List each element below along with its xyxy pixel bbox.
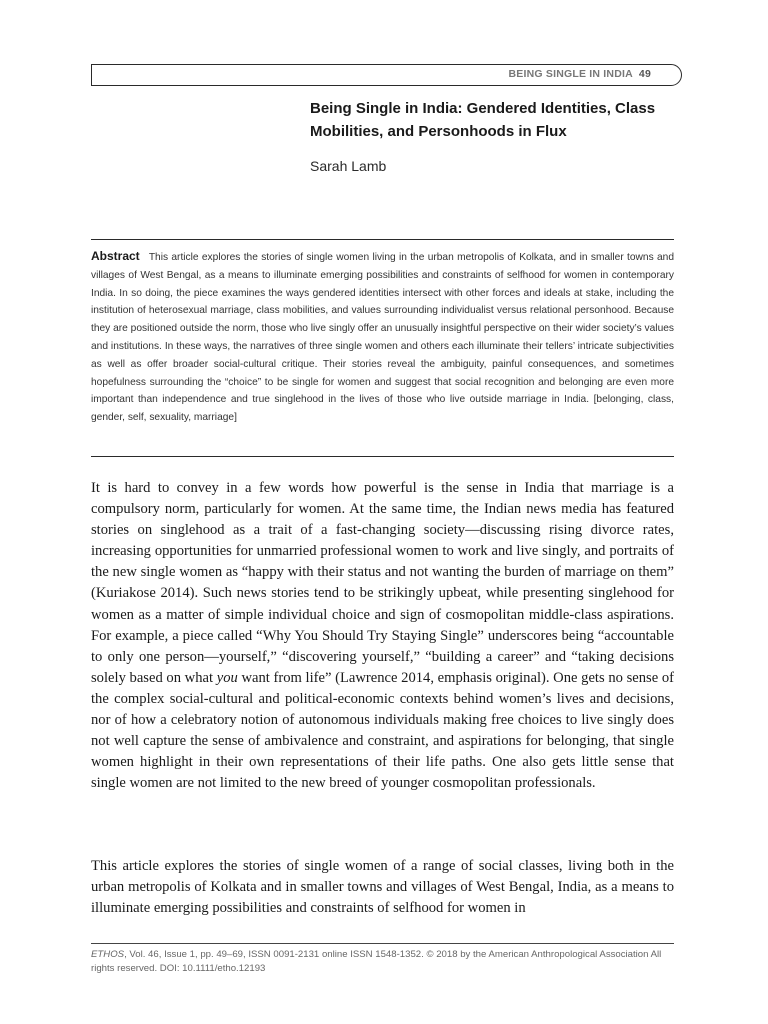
- paragraph-1-text-a: It is hard to convey in a few words how powerful is the sense in India that marriage is a compulsory norm, particularly for women. At the same time, the Indian news media has featured stories on singlehood as a trait of a fast-changing society—discussing rising divorce rates, increasing opportunities for unmarried professional women to work and live singly, and portraits of the new single women as “happy with their status and not wanting the burden of marriage on them” (Kuriakose 2014). Such news stories tend to be strikingly upbeat, while presenting singlehood for women as a matter of simple individual choice and sign of cosmopolitan middle-class aspirations. For example, a piece called “Why You Should Try Staying Single” underscores being “accountable to only one person—yourself,” “discovering yourself,” “building a career” and “taking decisions solely based on what: [91, 480, 674, 686]
- abstract-bottom-rule: [91, 456, 674, 457]
- abstract-label: Abstract: [91, 249, 140, 263]
- abstract: [91, 248, 674, 427]
- footer-rule: [91, 943, 674, 944]
- running-head: [509, 68, 651, 80]
- body-paragraph-2: This article explores the stories of single women of a range of social classes, living both in the urban metropolis of Kolkata and in smaller towns and villages of West Bengal, India, as a means to illuminate emerging possibilities and constraints of selfhood for women in: [91, 858, 674, 917]
- abstract-top-rule: [91, 239, 674, 240]
- abstract-keywords: [belonging, class, gender, self, sexuality, marriage]: [91, 394, 674, 424]
- page-number: 49: [638, 68, 651, 80]
- article-title: Being Single in India: Gendered Identities, Class Mobilities, and Personhoods in Flux: [310, 100, 656, 140]
- body-paragraph-1: [91, 478, 674, 794]
- abstract-text: This article explores the stories of single women living in the urban metropolis of Kolkata, and in smaller towns and villages of West Bengal, as a means to illuminate emerging possibilities and constraints of selfhood for women in contemporary India. In so doing, the piece examines the ways gendered identities intersect with other forces and ideals at stake, including the institution of heterosexual marriage, class mobilities, and values surrounding individualist versus relational personhood. Because they are positioned outside the norm, those who live singly offer an unusually insightful perspective on their wider society’s values and institutions. In these ways, the narratives of three single women and others each illuminate their tellers’ intricate subjectivities as well as offer broader social-cultural critique. Their stories reveal the ambiguity, painful consequences, and sometimes hopefulness surrounding the “choice” to be single for women and suggest that social recognition and belonging are even more important than independence and true singlehood in the lives of those who live outside marriage in India.: [91, 252, 674, 406]
- running-head-box: [91, 64, 682, 86]
- paragraph-1-text-b: want from life” (Lawrence 2014, emphasis original). One gets no sense of the complex social-cultural and political-economic contexts behind women’s lives and decisions, nor of how a celebratory notion of autonomous individuals making free choices to live singly does not well capture the sense of ambivalence and constraint, and aspirations for belonging, that single women highlight in their own representations of their life paths. One also gets little sense that single women are not limited to the new breed of younger cosmopolitan professionals.: [91, 669, 675, 792]
- running-head-title: BEING SINGLE IN INDIA: [508, 68, 633, 80]
- citation-footer: [91, 948, 674, 976]
- citation-text: , Vol. 46, Issue 1, pp. 49–69, ISSN 0091-2131 online ISSN 1548-1352. © 2018 by the American Anthropological Association All rights reserved. DOI: 10.1111/etho.12193: [91, 949, 662, 974]
- journal-name: ETHOS: [91, 949, 125, 960]
- article-author: Sarah Lamb: [310, 158, 387, 174]
- paragraph-1-emphasis: you: [216, 669, 238, 686]
